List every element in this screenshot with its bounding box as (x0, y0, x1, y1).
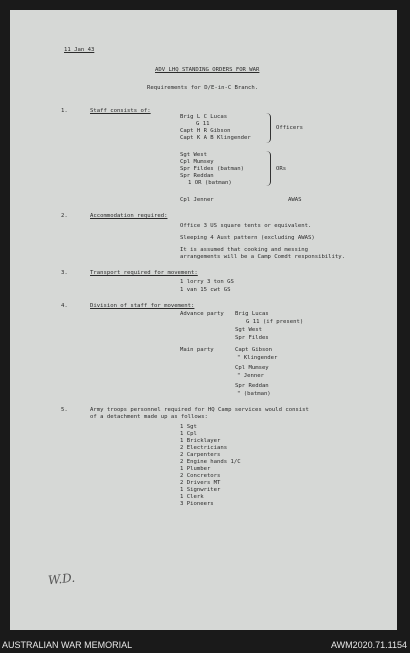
section-3-heading: Transport required for movement: (90, 270, 198, 276)
detachment-item-7: 1 Plumber (180, 466, 211, 472)
transport-item-2: 1 van 15 cwt GS (180, 287, 231, 293)
officers-brace (266, 113, 271, 143)
handwritten-initials: W.D. (47, 570, 76, 588)
or-5: 1 OR (batman) (188, 180, 232, 186)
section-1-heading: Staff consists of: (90, 108, 151, 114)
officers-label: Officers (276, 125, 303, 131)
section-5-line-2: of a detachment made up as follows: (90, 414, 208, 420)
or-3: Spr Fildes (batman) (180, 166, 244, 172)
accommodation-office: Office 3 US square tents or equivalent. (180, 223, 312, 229)
advance-member-2: G 11 (if present) (246, 319, 304, 325)
detachment-item-10: 1 Signwriter (180, 487, 221, 493)
main-member-3: Cpl Mumsey (235, 365, 269, 371)
detachment-item-3: 1 Bricklayer (180, 438, 221, 444)
extra-name: Cpl Jenner (180, 197, 214, 203)
detachment-item-2: 1 Cpl (180, 431, 197, 437)
section-2-heading: Accommodation required: (90, 213, 168, 219)
advance-member-3: Sgt West (235, 327, 262, 333)
advance-member-4: Spr Fildes (235, 335, 269, 341)
main-member-1: Capt Gibson (235, 347, 273, 353)
detachment-item-4: 2 Electricians (180, 445, 228, 451)
officer-3: Capt H R Gibson (180, 128, 231, 134)
extra-label: AWAS (288, 197, 302, 203)
detachment-item-1: 1 Sgt (180, 424, 197, 430)
detachment-item-9: 2 Drivers MT (180, 480, 221, 486)
section-5-line-1: Army troops personnel required for HQ Camp services would consist (90, 407, 309, 413)
main-party-label: Main party (180, 347, 214, 353)
ors-label: ORs (276, 166, 287, 172)
main-member-5: Spr Reddan (235, 383, 269, 389)
officer-2: G 11 (196, 121, 210, 127)
footer-institution: AUSTRALIAN WAR MEMORIAL (2, 640, 133, 650)
officer-1: Brig L C Lucas (180, 114, 228, 120)
section-2-number: 2. (61, 213, 68, 219)
document-subtitle: Requirements for D/E-in-C Branch. (147, 85, 259, 91)
section-4-number: 4. (61, 303, 68, 309)
transport-item-1: 1 lorry 3 ton GS (180, 279, 234, 285)
or-4: Spr Reddan (180, 173, 214, 179)
detachment-item-11: 1 Clerk (180, 494, 204, 500)
advance-party-label: Advance party (180, 311, 224, 317)
officer-4: Capt K A B Klingender (180, 135, 251, 141)
advance-member-1: Brig Lucas (235, 311, 269, 317)
section-3-number: 3. (61, 270, 68, 276)
accommodation-sleeping: Sleeping 4 Aust pattern (excluding AWAS) (180, 235, 315, 241)
or-1: Sgt West (180, 152, 207, 158)
document-page (10, 10, 397, 630)
document-title: ADV LHQ STANDING ORDERS FOR WAR (155, 67, 260, 73)
accommodation-note-1: It is assumed that cooking and messing (180, 247, 308, 253)
document-date: 11 Jan 43 (64, 47, 95, 53)
main-member-6: " (batman) (237, 391, 271, 397)
detachment-item-8: 2 Concretors (180, 473, 221, 479)
detachment-item-12: 3 Pioneers (180, 501, 214, 507)
main-member-4: " Jenner (237, 373, 264, 379)
section-1-number: 1. (61, 108, 68, 114)
section-4-heading: Division of staff for movement: (90, 303, 195, 309)
footer-accession-number: AWM2020.71.1154 (330, 640, 407, 650)
accommodation-note-2: arrangements will be a Camp Comdt responsibility. (180, 254, 346, 260)
detachment-item-6: 2 Engine hands 1/C (180, 459, 241, 465)
or-2: Cpl Mumsey (180, 159, 214, 165)
main-member-2: " Klingender (237, 355, 278, 361)
section-5-number: 5. (61, 407, 68, 413)
ors-brace (266, 151, 271, 186)
detachment-item-5: 2 Carpenters (180, 452, 221, 458)
